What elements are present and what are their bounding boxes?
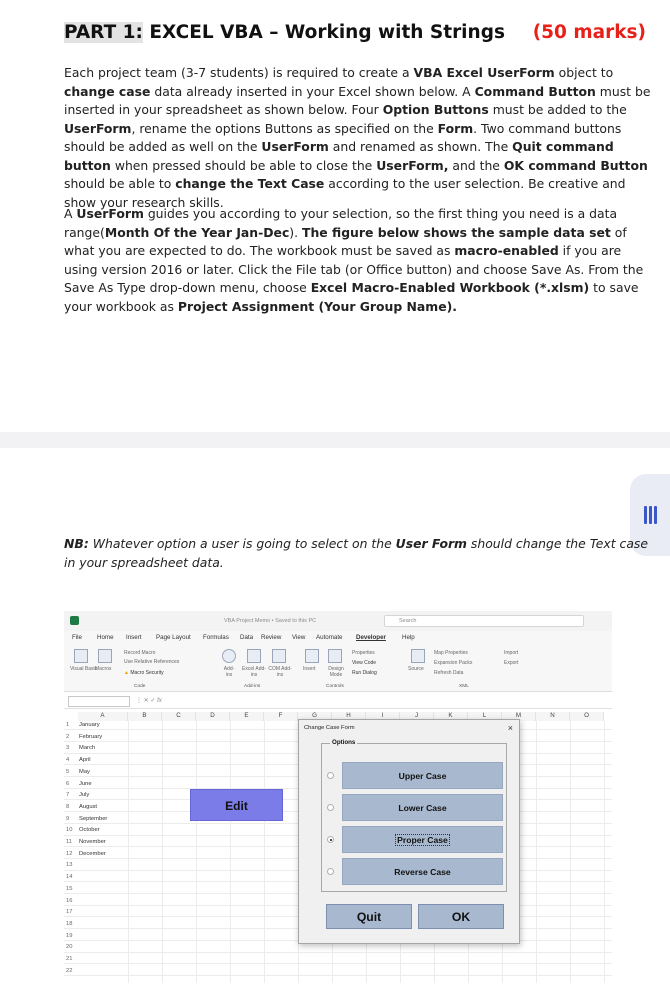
paragraph2-segment: Month Of the Year Jan-Dec — [104, 224, 290, 240]
lower-case-label[interactable] — [342, 794, 503, 821]
instructions-paragraph-1 — [64, 64, 652, 212]
column-header[interactable]: B — [128, 712, 162, 721]
macros-icon[interactable] — [98, 649, 112, 663]
menu-view[interactable]: View — [292, 634, 306, 641]
row-number[interactable]: 19 — [66, 932, 73, 939]
paragraph2-segment: The figure below shows the sample data set — [302, 224, 611, 240]
row-number[interactable]: 22 — [66, 967, 73, 974]
close-icon[interactable]: × — [507, 723, 513, 733]
column-header[interactable]: M — [502, 712, 536, 721]
fx-label: fx — [157, 698, 162, 704]
row-number[interactable]: 7 — [66, 792, 70, 799]
reverse-case-label[interactable] — [342, 858, 503, 885]
nb-segment: User Form — [395, 536, 467, 551]
heading-row — [64, 22, 646, 46]
paragraph1-segment: . Two command buttons should be added as well on the — [64, 120, 622, 154]
cell-a[interactable]: December — [79, 850, 106, 857]
table-row[interactable] — [64, 956, 612, 964]
cell-a[interactable]: January — [79, 722, 100, 728]
insert-label[interactable]: Insert — [303, 666, 316, 672]
paragraph1-segment: change the Text Case — [175, 176, 325, 191]
excel-addins-icon[interactable] — [247, 649, 261, 663]
macros-label[interactable]: Macros — [95, 666, 112, 672]
source-label[interactable]: Source — [408, 666, 424, 672]
paragraph1-segment: should be able to — [64, 176, 176, 191]
code-group-label: Code — [134, 684, 146, 689]
menu-lines-icon — [644, 506, 662, 520]
paragraph2-segment: ). — [289, 224, 303, 240]
properties[interactable]: Properties — [352, 650, 375, 656]
row-number[interactable]: 10 — [66, 827, 73, 834]
nb-segment: should change the Text case in your spreadsheet data. — [64, 536, 648, 570]
paragraph2-segment: UserForm — [76, 206, 144, 221]
change-case-userform — [298, 719, 520, 944]
paragraph1-segment: change case — [64, 83, 151, 99]
userform-title: Change Case Form — [304, 725, 355, 731]
row-number[interactable]: 2 — [66, 733, 70, 740]
addins-label[interactable]: Add-ins — [223, 666, 235, 678]
quit-button[interactable]: Quit — [326, 904, 412, 929]
source-icon[interactable] — [411, 649, 425, 663]
page-title — [64, 22, 505, 43]
column-header[interactable]: N — [536, 712, 570, 721]
column-header[interactable]: I — [366, 712, 400, 721]
paragraph2-segment: guides you according to your selection, so the first thing you need is a data range( — [64, 206, 618, 240]
table-row[interactable] — [64, 944, 612, 952]
paragraph2-segment: if you are using version 2016 or later. Click the File tab (or Office button) and choose Save As. From the Save As Type drop-down menu, choose — [64, 243, 644, 295]
row-number[interactable]: 1 — [66, 722, 70, 728]
row-number[interactable]: 20 — [66, 944, 73, 951]
menu-help[interactable]: Help — [402, 634, 415, 641]
menu-data[interactable]: Data — [240, 634, 254, 641]
formula-buttons: ⋮ ✕ ✓ fx — [136, 698, 162, 704]
paragraph1-segment: must be inserted in your spreadsheet as shown below. Four — [64, 83, 651, 117]
menu-automate[interactable]: Automate — [316, 634, 343, 641]
search-placeholder: Search — [399, 618, 417, 624]
proper-case-label[interactable] — [342, 826, 503, 853]
options-frame-label: Options — [332, 739, 356, 746]
option-lower-case[interactable] — [326, 794, 503, 821]
nb-segment: NB: — [64, 536, 89, 551]
developer-ribbon — [64, 646, 612, 692]
reverse-case-text: Reverse Case — [394, 867, 451, 877]
paragraph1-segment: UserForm, — [376, 157, 449, 173]
table-row[interactable] — [64, 968, 612, 976]
import[interactable]: Import — [504, 650, 519, 656]
design-mode-label[interactable]: Design Mode — [328, 666, 344, 678]
excel-title-bar — [64, 611, 612, 631]
reverse-case-radio[interactable] — [327, 868, 334, 875]
excel-menu-bar — [64, 631, 612, 646]
paragraph1-segment: according to the user selection. Be creative and show your research skills. — [64, 176, 626, 210]
row-number[interactable]: 6 — [66, 780, 70, 787]
paragraph2-segment: Excel Macro-Enabled Workbook (*.xlsm) — [310, 280, 590, 295]
paragraph1-segment: OK command Button — [503, 157, 648, 173]
row-number[interactable]: 5 — [66, 768, 70, 775]
column-header[interactable]: E — [230, 712, 264, 721]
ok-button[interactable]: OK — [418, 904, 504, 929]
paragraph1-segment: Each project team (3-7 students) is required to create a — [64, 65, 414, 80]
paragraph1-segment: UserForm — [261, 139, 329, 154]
refresh-data[interactable]: Refresh Data — [434, 670, 464, 676]
row-number[interactable]: 21 — [66, 956, 73, 962]
column-header[interactable]: J — [400, 712, 434, 721]
paragraph2-segment: of what you are expected to do. The workbook must be saved as — [64, 224, 627, 258]
menu-file[interactable]: File — [72, 634, 82, 641]
xml-group-label: XML — [459, 684, 469, 689]
com-addins-label[interactable]: COM Add-ins — [268, 666, 292, 678]
cell-a[interactable]: April — [79, 757, 91, 764]
menu-review[interactable]: Review — [261, 634, 282, 641]
row-number[interactable]: 9 — [66, 815, 70, 822]
excel-logo-icon — [70, 616, 79, 625]
marks-label: (50 marks) — [532, 22, 646, 43]
paragraph1-segment: Command Button — [474, 83, 596, 99]
nb-segment: Whatever option a user is going to select on the — [88, 536, 396, 551]
cell-a[interactable]: March — [79, 745, 96, 752]
com-addins-icon[interactable] — [272, 649, 286, 663]
column-header[interactable]: D — [196, 712, 230, 721]
cell-a[interactable]: October — [79, 827, 100, 834]
cell-a[interactable]: November — [79, 839, 106, 845]
cell-a[interactable]: June — [79, 780, 92, 787]
export[interactable]: Export — [504, 660, 519, 666]
run-dialog[interactable]: Run Dialog — [352, 670, 377, 676]
menu-insert[interactable]: Insert — [126, 634, 142, 641]
column-header[interactable]: K — [434, 712, 468, 721]
title-part-label: PART 1: — [64, 22, 143, 43]
row-number[interactable]: 15 — [66, 885, 73, 892]
menu-formulas[interactable]: Formulas — [203, 634, 229, 641]
instructions-paragraph-2 — [64, 205, 652, 316]
proper-case-text: Proper Case — [397, 835, 448, 845]
macro-security-label: Macro Security — [130, 670, 164, 676]
lower-case-text: Lower Case — [398, 803, 447, 813]
menu-home[interactable]: Home — [97, 634, 114, 641]
paragraph1-segment: object to — [554, 65, 614, 80]
macro-security[interactable] — [124, 670, 164, 676]
addins-icon[interactable] — [222, 649, 236, 663]
paragraph1-segment: , rename the options Buttons as specified on the — [131, 120, 438, 136]
row-number[interactable]: 14 — [66, 874, 73, 881]
options-frame — [321, 739, 507, 892]
column-header[interactable]: C — [162, 712, 196, 721]
paragraph1-segment: and the — [448, 157, 504, 173]
upper-case-label[interactable] — [342, 762, 503, 789]
option-reverse-case[interactable] — [326, 858, 503, 885]
lower-case-radio[interactable] — [327, 804, 334, 811]
relative-references[interactable]: Use Relative References — [124, 659, 180, 665]
excel-addins-label[interactable]: Excel Add-ins — [242, 666, 266, 678]
row-number[interactable]: 4 — [66, 757, 70, 764]
row-number[interactable]: 17 — [66, 909, 73, 916]
column-header[interactable]: G — [298, 712, 332, 721]
upper-case-radio[interactable] — [327, 772, 334, 779]
row-number[interactable]: 12 — [66, 850, 73, 857]
menu-page-layout[interactable]: Page Layout — [156, 634, 191, 641]
cell-a[interactable]: August — [79, 803, 98, 810]
row-number[interactable]: 3 — [66, 745, 70, 752]
option-upper-case[interactable] — [326, 762, 503, 789]
view-code[interactable]: View Code — [352, 660, 377, 666]
paragraph2-segment: to save your workbook as — [64, 280, 639, 314]
paragraph1-segment: Quit command button — [64, 139, 614, 173]
visual-basic-label[interactable]: Visual Basic — [70, 666, 98, 672]
paragraph1-segment: Option Buttons — [382, 102, 489, 117]
window-title: VBA Project Memo • Saved to this PC — [224, 618, 317, 624]
name-box[interactable] — [68, 696, 130, 707]
paragraph1-segment: when pressed should be able to close the — [110, 157, 377, 173]
paragraph1-segment: Form — [437, 120, 474, 136]
cell-a[interactable]: February — [79, 733, 103, 740]
map-properties[interactable]: Map Properties — [434, 650, 468, 656]
page-break-band — [0, 432, 670, 448]
excel-screenshot — [64, 611, 612, 983]
cell-a[interactable]: May — [79, 768, 90, 775]
expansion-packs[interactable]: Expansion Packs — [434, 660, 473, 666]
paragraph1-segment: and renamed as shown. The — [328, 139, 513, 154]
visual-basic-icon[interactable] — [74, 649, 88, 663]
paragraph1-segment: data already inserted in your Excel shown below. A — [150, 83, 475, 99]
paragraph2-segment: A — [64, 206, 77, 221]
addins-group-label: Add-ins — [244, 684, 261, 689]
paragraph1-segment: must be added to the — [488, 102, 627, 117]
design-mode-icon[interactable] — [328, 649, 342, 663]
row-number[interactable]: 8 — [66, 803, 70, 810]
row-number[interactable]: 18 — [66, 920, 73, 927]
proper-case-radio[interactable] — [327, 836, 334, 843]
record-macro[interactable]: Record Macro — [124, 650, 156, 656]
row-number[interactable]: 13 — [66, 862, 73, 869]
upper-case-text: Upper Case — [398, 771, 447, 781]
paragraph2-segment: macro-enabled — [454, 243, 559, 258]
title-text: EXCEL VBA – Working with Strings — [142, 22, 505, 43]
cell-a[interactable]: September — [79, 815, 108, 822]
formula-bar — [64, 695, 612, 709]
column-header[interactable]: F — [264, 712, 298, 721]
search-box[interactable] — [384, 615, 584, 627]
nb-note — [64, 535, 652, 572]
column-header[interactable]: A — [78, 712, 128, 721]
column-header[interactable]: O — [570, 712, 604, 721]
warning-icon: ▲ — [124, 670, 129, 676]
paragraph2-segment: Project Assignment (Your Group Name). — [177, 298, 457, 314]
edit-button[interactable]: Edit — [190, 789, 283, 821]
row-number[interactable]: 11 — [66, 839, 73, 845]
column-header[interactable]: L — [468, 712, 502, 721]
paragraph1-segment: UserForm — [64, 120, 132, 136]
row-number[interactable]: 16 — [66, 897, 73, 904]
column-header[interactable]: H — [332, 712, 366, 721]
insert-controls-icon[interactable] — [305, 649, 319, 663]
cell-a[interactable]: July — [79, 792, 90, 799]
controls-group-label: Controls — [326, 684, 344, 689]
option-proper-case[interactable] — [326, 826, 503, 853]
paragraph1-segment: VBA Excel UserForm — [413, 65, 555, 80]
menu-developer[interactable]: Developer — [356, 634, 386, 641]
